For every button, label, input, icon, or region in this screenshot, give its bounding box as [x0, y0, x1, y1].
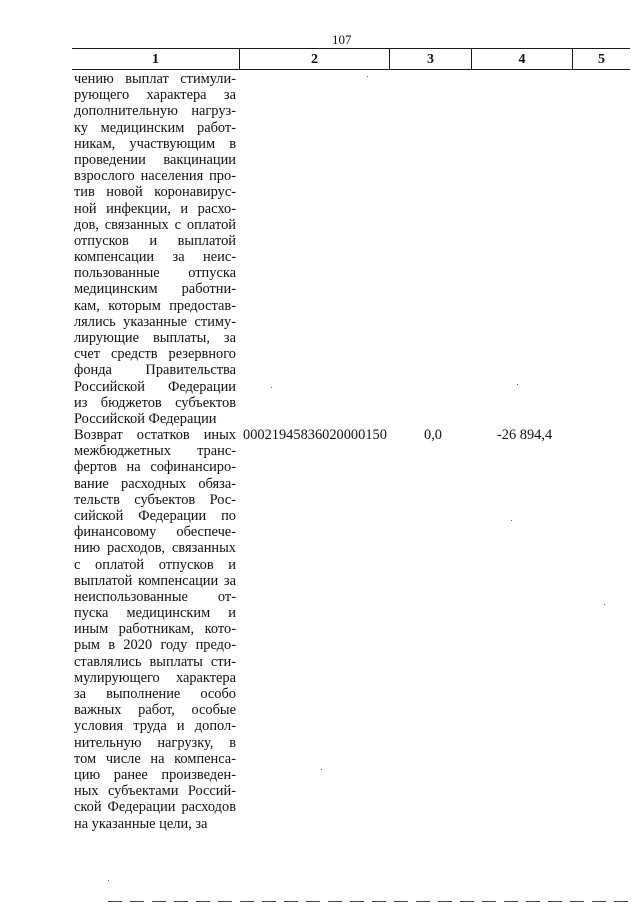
scan-speck — [108, 880, 109, 881]
description-line: неиспользованные от- — [74, 588, 236, 605]
description-line: нию расходов, связанных — [74, 540, 236, 557]
description-line: дов, связанных с оплатой — [74, 216, 236, 233]
description-line: ской Федерации расходов — [74, 799, 236, 816]
description-line: дополнительную нагруз- — [74, 103, 236, 120]
description-line: чению выплат стимули- — [74, 71, 236, 87]
description-line: пуска медицинским и — [74, 605, 236, 622]
description-line: том числе на компенса- — [74, 750, 236, 767]
description-line: кам, которым предостав- — [74, 297, 236, 314]
scan-speck — [604, 604, 605, 605]
description-line: с оплатой отпусков и — [74, 556, 236, 573]
column-3-value: 0,0 — [424, 427, 442, 443]
scan-speck — [367, 76, 368, 77]
column-header-4: 4 — [518, 52, 526, 67]
scan-speck — [517, 384, 518, 385]
description-line: выплатой компенсации за — [74, 572, 236, 589]
description-line: проведении вакцинации — [74, 151, 236, 168]
description-line: фертов на софинансиро- — [74, 459, 236, 476]
description-line: тив новой коронавирус- — [74, 184, 236, 201]
description-line: важных работ, особые — [74, 702, 236, 719]
column-header-1: 1 — [152, 52, 159, 67]
description-line: ной инфекции, и расхо- — [74, 200, 236, 217]
description-line: мулирующего характера — [74, 669, 236, 686]
description-line: никам, участвующим в — [74, 135, 236, 152]
description-line: рующего характера за — [74, 87, 236, 104]
description-line: нительную нагрузку, в — [74, 734, 236, 751]
description-line: рым в 2020 году предо- — [74, 637, 236, 654]
description-line: компенсации за неис- — [74, 249, 236, 266]
description-line: счет средств резервного — [74, 346, 236, 363]
row-description — [74, 71, 236, 427]
budget-classification-code: 00021945836020000150 — [243, 427, 387, 443]
scan-speck — [271, 387, 272, 388]
table-top-border — [72, 48, 630, 49]
description-line: условия труда и допол- — [74, 718, 236, 735]
bottom-scan-rule — [108, 901, 628, 902]
description-line: за выполнение особо — [74, 686, 236, 702]
row-description — [74, 427, 236, 832]
page-number: 107 — [332, 32, 352, 47]
column-header-2: 2 — [311, 52, 318, 67]
description-line: ставлялись выплаты сти- — [74, 653, 236, 670]
description-line: межбюджетных транс- — [74, 443, 236, 460]
description-line: иным работникам, кото- — [74, 621, 236, 638]
description-line: из бюджетов субъектов — [74, 394, 236, 411]
description-line: лялись указанные стиму- — [74, 313, 236, 330]
description-line: тельств субъектов Рос- — [74, 491, 236, 508]
description-line: ку медицинским работ- — [74, 119, 236, 136]
description-line: на указанные цели, за — [74, 815, 208, 832]
description-line: сийской Федерации по — [74, 507, 236, 524]
description-line: Российской Федерации — [74, 378, 236, 395]
description-line: вание расходных обяза- — [74, 475, 236, 492]
column-header-3: 3 — [427, 52, 434, 67]
description-line: отпусков и выплатой — [74, 232, 236, 249]
description-line: Возврат остатков иных — [74, 427, 236, 443]
description-line: лирующие выплаты, за — [74, 330, 236, 346]
description-line: медицинским работни- — [74, 281, 236, 298]
description-line: фонда Правительства — [74, 362, 236, 379]
scan-speck — [321, 769, 322, 770]
description-line: Российской Федерации — [74, 410, 217, 427]
column-4-value: -26 894,4 — [497, 427, 553, 443]
description-line: финансовому обеспече- — [74, 524, 236, 541]
scan-speck — [511, 520, 512, 521]
description-line: цию ранее произведен- — [74, 766, 236, 783]
column-header-5: 5 — [598, 52, 605, 67]
description-line: пользованные отпуска — [74, 265, 236, 282]
description-line: ных субъектами Россий- — [74, 783, 236, 800]
description-line: взрослого населения про- — [74, 168, 236, 185]
